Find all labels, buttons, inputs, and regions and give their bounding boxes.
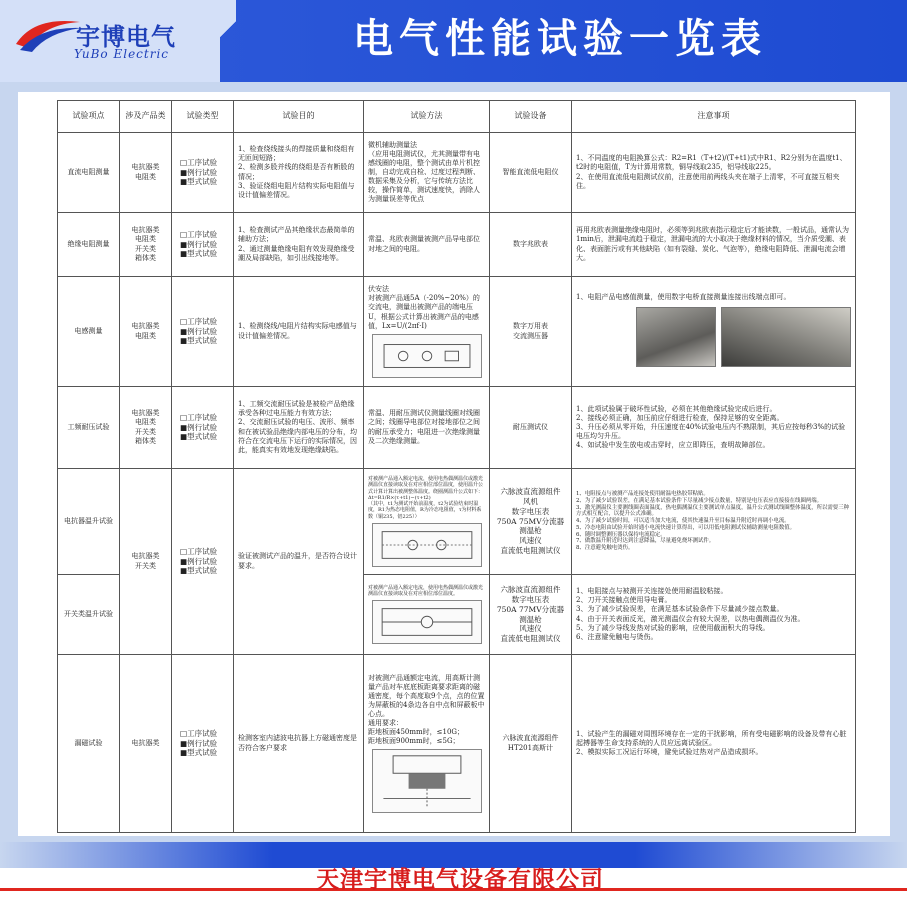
table-header-row — [58, 101, 856, 133]
table-row — [58, 133, 856, 213]
row-notes: 1、此项试验属于破坏性试验，必须在其他绝缘试验完成后进行。 2、接线必须正确，加压前应仔细进行检查，保持足够的安全距离。 3、升压必须从零开始，升压速度在40%试验电压内不熟限制，其后应按每秒3%的试验电压均匀升压。 4、如试验中发生放电或击穿时，应立即降压，查明故障部位。 — [572, 387, 856, 469]
row-test-types: □工序试验 ■例行试验 ■型式试验 — [172, 133, 234, 213]
row-equipment: 数字兆欧表 — [490, 213, 572, 277]
row-equipment: 六脉波直流源组件 风机 数字电压表 750A 75MV分流器 测温枪 风速仪 直流低电阻测试仪 — [490, 469, 572, 575]
row-item: 电抗器温升试验 — [58, 469, 120, 575]
page-title: 电气性能试验一览表 — [353, 16, 767, 62]
row-item: 直流电阻测量 — [58, 133, 120, 213]
row-notes: 1、电阻接点与被测开关连接处使用耐温胶粘接。 2、刀开关接触点使用导电膏。 3、为了减少试验误差，在满足基本试验条件下尽量减少接点数量。 4、由于开关表面反光，激光测温仪会有较大误差，以热电偶测温仪为准。 5、为了减少导线发热对试验的影响，应使用截面积大的导线。 6、注意避免触电与烫伤。 — [572, 575, 856, 655]
row-products: 电抗器类 开关类 — [120, 469, 172, 655]
table-row — [58, 655, 856, 833]
col-header-item: 试验项点 — [58, 101, 120, 133]
row-method: 常温、用耐压测试仪测量线圈对线圈之间；线圈导电部位对接地部位之间的耐压承受力；电阻进一次绝缘测量及二次绝缘测量。 — [364, 387, 490, 469]
switch-wiring-diagram-icon — [372, 600, 482, 644]
row-equipment: 六脉波直流源组件 HT201高斯计 — [490, 655, 572, 833]
row-item: 电感测量 — [58, 277, 120, 387]
row-method: 对被测产品通额定电流，用高斯计测量产品对车底底板距离要求距离的磁通密度，每个高度取9个点，点的位置为屏蔽板的4条边各自中点和屏蔽板中心点。 通用要求： 距地板面450mm时，≤10G； 距地板面900mm时，≤5G； — [364, 655, 490, 833]
row-purpose: 1、检查绕线接头的焊接质量和绕组有无匝间短路； 2、检测多股并线的绕组是否有断股的情况； 3、验证绕组电阻片结构实际电阻值与设计值偏差情况。 — [234, 133, 364, 213]
col-header-method: 试验方法 — [364, 101, 490, 133]
row-method: 对被测产品通入额定电流，使用电热偶测温仪或激光测温仪直接读取及在对应相位部位温度。 — [364, 575, 490, 655]
circuit-diagram-icon — [372, 334, 482, 378]
row-method: 对被测产品通入额定电流，使用电热偶测温仪或激光测温仪直接读取及在对应相位部位温度，使用温升公式计算计算出被测整体温度。绕圈测温升公式如下： Δt=R1/R×(τ+t1)−(τ+t2) （其中，t1为测试开始前温度，t2为试验结束时温度，R1为热态电阻值，R为冷态电阻值，τ为材料系数（铜235，铝225）） — [364, 469, 490, 575]
row-notes: 再用兆欧表测量绝缘电阻时，必须等到兆欧表指示稳定后才能读数，一般试品，通常认为1min后，泄漏电流趋于稳定，泄漏电流的大小取决于绝缘材料的情况，当介质受潮、表化、表面脏污或有其他缺陷（如有裂缝、炭化、气泡等），绝缘电阻降低、泄漏电流会增大。 — [572, 213, 856, 277]
row-method: 伏安法 对被测产品通5A（-20%~20%）的交流电，测量出被测产品的端电压U，根据公式计算出被测产品的电感值，Lx=U/(2πf·I) — [364, 277, 490, 387]
row-test-types: □工序试验 ■例行试验 ■型式试验 — [172, 277, 234, 387]
row-purpose: 1、工频交流耐压试验是被检产品绝缘承受各种过电压能力有效方法； 2、交流耐压试验的电压、波形、频率和在被试验品绝缘内部电压的分布，均符合在交流电压下运行的实际情况，因此，能真实有效地发现绝缘缺陷。 — [234, 387, 364, 469]
test-bench-photo — [721, 307, 851, 367]
row-purpose: 检测客室内滤波电抗器上方磁通密度是否符合客户要求 — [234, 655, 364, 833]
row-notes: 1、试验产生的漏磁对周围环境存在一定的干扰影响，所有受电磁影响的设备及带有心脏起搏器等生命支持系统的人员应远离试验区。 2、模拟实际工况运行环境，避免试验过热对产品造成损坏。 — [572, 655, 856, 833]
row-item: 开关类温升试验 — [58, 575, 120, 655]
row-equipment: 六脉波直流源组件 数字电压表 750A 77MV分流器 测温枪 风速仪 直流低电阻测试仪 — [490, 575, 572, 655]
row-equipment: 数字万用表 交流测压器 — [490, 277, 572, 387]
row-test-types: □工序试验 ■例行试验 ■型式试验 — [172, 213, 234, 277]
row-item: 工频耐压试验 — [58, 387, 120, 469]
row-notes: 1、电阻产品电感值测量，使用数字电桥直接测量连接出线端点即可。 — [572, 277, 856, 387]
col-header-equipment: 试验设备 — [490, 101, 572, 133]
table-row — [58, 387, 856, 469]
row-purpose: 验证被测试产品的温升，是否符合设计要求。 — [234, 469, 364, 655]
table-row — [58, 213, 856, 277]
row-purpose: 1、检测绕线/电阻片结构实际电感值与设计值偏差情况。 — [234, 277, 364, 387]
col-header-notes: 注意事项 — [572, 101, 856, 133]
row-products: 电抗器类 电阻类 开关类 箱体类 — [120, 387, 172, 469]
brand-name-en: YuBo Electric — [74, 47, 170, 61]
row-method: 常温、兆欧表测量被测产品导电部位对地之间的电阻。 — [364, 213, 490, 277]
lcr-meter-photo — [636, 307, 716, 367]
company-name: 天津宇博电气设备有限公司 — [316, 867, 604, 893]
row-test-types: □工序试验 ■例行试验 ■型式试验 — [172, 469, 234, 655]
row-item: 绝缘电阻测量 — [58, 213, 120, 277]
measurement-points-diagram-icon — [372, 749, 482, 813]
row-item: 漏磁试验 — [58, 655, 120, 833]
row-products: 电抗器类 电阻类 — [120, 133, 172, 213]
row-products: 电抗器类 — [120, 655, 172, 833]
row-purpose: 1、检查测试产品其绝缘状态最简单的辅助方法； 2、通过测量绝缘电阻有效发现绝缘受潮及局部缺陷，如引出线接地等。 — [234, 213, 364, 277]
row-products: 电抗器类 电阻类 — [120, 277, 172, 387]
row-notes: 1、电阻接点与被测产品连接处使用耐温电热胶带粘贴。 2、为了减少试验误差，在满足基本试验条件下尽量减少接点数量，特别是电压表应直接接在线圈两端。 3、激光测温仪主要测线圈表面温度，热电偶测温仪主要测试单点温度，温升公式测试线圈整体温度，所以需要三种方式相互配合，以提升公式准确。 4、为了减少试验时间，可以适当加大电流，使其快速温升至目标温升附近时再调小电流。 5、冷态电阻由试验开始时通小电流快速计算得出，可以用低电阻测试仪辅助测量电阻数值。 6、随时调整测压器以保持电流稳定。 7、做散温升附近时达到注意降温，尽量避免烧坏测试件。 8、注意避免触电烫伤。 — [572, 469, 856, 575]
test-table — [57, 100, 856, 833]
row-method: 微机辅助测量法 （应用电阻测试仪，尤其测量带有电感线圈的电阻，整个测试由单片机控制，自动完成自检、过度过程判断、数据采集及分析，它与传统方法比较，操作简单，测试速度快，消除人为测量误差等优点 — [364, 133, 490, 213]
col-header-purpose: 试验目的 — [234, 101, 364, 133]
table-row — [58, 469, 856, 575]
wiring-diagram-icon — [372, 523, 482, 567]
row-equipment: 耐压测试仪 — [490, 387, 572, 469]
row-notes: 1、不同温度的电阻换算公式：R2=R1（T+t2)/(T+t1)式中R1、R2分别为在温度t1、t2时的电阻值，T为计算用常数，铜导线取235，铝导线取225。 2、在使用直流低电阻测试仪前，注意使用前两线头夹在端子上清零，不可直接互相夹住。 — [572, 133, 856, 213]
row-equipment: 智能直流低电阻仪 — [490, 133, 572, 213]
brand-name-cn: 宇博电气 — [76, 23, 176, 51]
table-row — [58, 277, 856, 387]
row-products: 电抗器类 电阻类 开关类 箱体类 — [120, 213, 172, 277]
header-wedge — [196, 0, 236, 82]
col-header-type: 试验类型 — [172, 101, 234, 133]
col-header-products: 涉及产品类 — [120, 101, 172, 133]
row-test-types: □工序试验 ■例行试验 ■型式试验 — [172, 655, 234, 833]
row-test-types: □工序试验 ■例行试验 ■型式试验 — [172, 387, 234, 469]
